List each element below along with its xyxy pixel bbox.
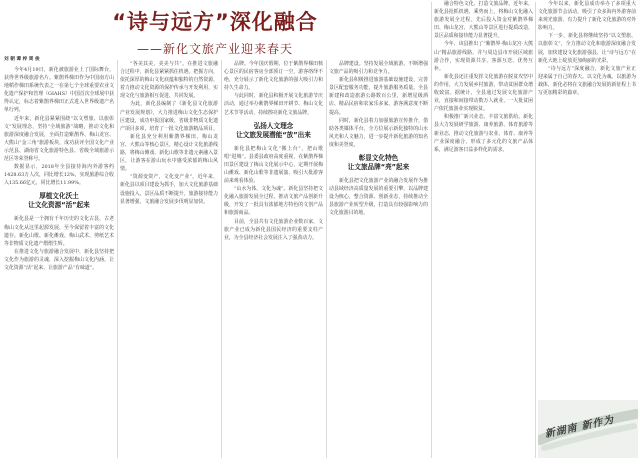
column-divider	[117, 60, 118, 458]
section-heading	[329, 154, 428, 172]
section-heading	[4, 192, 114, 210]
paragraph: 目前，全县共有文化旅游企业数百家，文旅产业已成为新化县国民经济的重要支柱产业，为全县经济社会发展注入了强劲动力。	[224, 218, 323, 241]
text-column-6	[538, 0, 636, 394]
subheadline: ——新化文旅产业迎来春天	[136, 42, 293, 56]
paragraph: “山水为体，文化为魂”。新化县坚持把文化融入旅游发展全过程，推动文旅产品创新升级，开发了一批具有浓郁地方特色的文创产品和旅游商品。	[224, 186, 323, 217]
logo-text: 新湖南 新作为	[544, 414, 616, 441]
section-heading-line: 彰显文化特色	[358, 154, 399, 163]
text-column-3	[224, 60, 323, 458]
paragraph: 下一步，新化县将继续坚持“以文塑旅、以旅彰文”，全力推动文化和旅游深度融合发展，加快建设文化旅游强县，让“诗与远方”在新化大地上绽放更加绚丽的光彩。	[538, 33, 636, 64]
paragraph: 今年，该县推出了“紫鹊界·梅山龙宫·大熊山”精品旅游线路，并与周边县市开展区域旅游合作，实现资源共享、客源互送、优势互补。	[434, 41, 533, 72]
headline-block	[92, 6, 338, 57]
column-divider	[221, 60, 222, 458]
paragraph: 新化县把文化旅游产业的融合发展作为推动县域经济高质量发展的重要引擎，以品牌建设为核心，整合资源、创新业态，持续推动全县旅游产业转型升级，打造具有较强影响力的文化旅游目的地。	[329, 178, 428, 217]
paragraph: 新化县还注重发挥文化旅游在脱贫攻坚中的作用，大力发展乡村旅游，带动贫困群众增收致富。据统计，全县通过发展文化旅游产业，直接和间接带动数万人就业，一大批贫困户依托旅游业实现脱贫。	[434, 73, 533, 113]
campaign-logo	[538, 400, 638, 458]
paragraph: 今年以来，新化县成功举办了多项重大文化旅游节会活动，吸引了众多海内外游客前来观光旅游，有力提升了新化文化旅游的对外影响力。	[538, 1, 636, 32]
paragraph: “各美其美，美美与共”。在推进文旅融合过程中，新化县紧紧抓住机遇，把握方向，依托深厚的梅山文化底蕴和独特的自然资源，着力推动文化资源的保护传承与开发利用，实现文化与旅游相互促进、共同发展。	[120, 61, 218, 100]
paragraph: 与此同时，新化县积极开展文化旅游节庆活动，通过举办紫鹊界梯田开耕节、梅山文化艺术节等活动，持续擦亮新化文旅品牌。	[224, 93, 323, 116]
paragraph: 融合特色文化，打造文旅品牌。近年来，新化县抢抓机遇，乘势而上，将梅山文化融入旅游发展全过程。先后投入资金对紫鹊界梯田、梅山龙宫、大熊山等景区进行提质改造，景区品质和接待能力显著提升。	[434, 1, 533, 40]
section-heading-line: 让文旅发展潜能“放”出来	[236, 130, 311, 139]
paragraph: 新化县积极推进旅游基础设施建设，完善景区配套服务功能，提升旅游服务质量。全县新建和改造旅游公路数百公里，新增星级酒店、精品民宿和农家乐多家，游客满意度不断提高。	[329, 77, 428, 116]
paragraph: 近年来，新化县紧紧围绕“以文塑旅、以旅彰文”发展理念，坚持“全域旅游”战略，推动文化和旅游深度融合发展，全面打造紫鹊界、梅山龙宫、大熊山“金三角”旅游板块，成功获评全国文化产业示范县、湖南省文化旅游特色县、省级全域旅游示范区等荣誉称号。	[4, 115, 114, 163]
column-divider	[326, 60, 327, 458]
byline: 刘 朝 谭 梓 周 俊	[4, 57, 40, 62]
paragraph: 新化县充分利用紫鹊界梯田、梅山龙宫、大熊山等核心景区，精心设计文化旅游线路，将梅山傩戏、新化山歌等非遗元素融入景区，让游客在游山玩水中感受浓郁的梅山风情。	[120, 133, 218, 173]
paragraph: 今年4月19日，新化被旅游业上了国际舞台，获得世界级旅游名片。紫鹊界梯田作为中国南方山地稻作梯田系统代表之一在第七个全球重要农业文化遗产保护和管理（GIAHS）中国首次全球展中获得认定，标志着紫鹊界梯田正式进入世界级遗产名单行列。	[4, 67, 114, 114]
text-column-4	[329, 60, 428, 458]
headline: “诗与远方”深化融合	[112, 10, 318, 34]
section-heading-line: 让文化资源“活”起来	[28, 201, 90, 210]
paragraph: 同时，新化县着力加强旅游宣传推介，借助各类媒体平台，全方位展示新化独特的山水风光和人文魅力，进一步提升新化旅游的知名度和美誉度。	[329, 117, 428, 148]
paragraph: 品牌建设。坚持发展全域旅游，不断增强文旅产品的吸引力和竞争力。	[329, 61, 428, 76]
paragraph: 品牌。今年国庆假期，位于紫鹊界梯田核心景区的民宿客房全部预订一空，游客络绎不绝，充分展示了新化文化旅游的强大吸引力和持久生命力。	[224, 61, 323, 92]
section-heading	[224, 122, 323, 140]
paragraph: 新化县是一个拥有千年历史的文化古县，古老梅山文化从这里起源发展，至今保留着丰富的文化遗存。新化山歌、新化傩戏、梅山武术、剪纸艺术等非物质文化遗产熠熠生辉。	[4, 216, 114, 247]
section-heading-line: 弘扬人文理念	[253, 121, 294, 130]
section-heading-line: 让文旅品牌“亮”起来	[347, 163, 410, 172]
text-column-1	[4, 66, 114, 458]
paragraph: 数据显示，2018年全县接待海内外游客约1428.63万人次，同比增长12%，实现旅游综合收入135.66亿元，同比增长11.99%。	[4, 164, 114, 187]
paragraph: 为此，新化县编制了《新化县文化旅游产业发展规划》，大力推进梅山文化生态保护区建设，成功申报国家级、省级非物质文化遗产项目多项，培育了一批文化旅游精品项目。	[120, 101, 218, 132]
section-heading-line: 厚植文化沃土	[39, 192, 79, 201]
column-divider	[431, 2, 432, 458]
text-column-2	[120, 60, 218, 458]
text-column-5	[434, 0, 533, 458]
paragraph: “诗与远方”深度融合，新化文旅产业正迎来属于自己的春天。以文化为魂、以旅游为载体，新化必将在文旅融合发展的新征程上书写更加精彩的篇章。	[538, 65, 636, 97]
paragraph: 新化县把梅山文化“搬上台”，把山歌唱“进城”。县委县政府高度重视，在紫鹊界梯田景区建设了梅山文化展示中心，定期开展梅山傩戏、新化山歌等非遗展演，吸引大批游客前来观看体验。	[224, 145, 323, 185]
paragraph: “资源变资产，文化变产业”。近年来，新化县以项目建设为抓手，加大文化旅游基础设施投入，景区品质不断提升，旅游接待能力显著增强，文旅融合发展步伐明显加快。	[120, 174, 218, 205]
paragraph: 在推进文化与旅游融合发展中，新化县坚持把文化作为旅游的灵魂，深入挖掘梅山文化内涵，让文化资源“活”起来，让旅游产品“有味道”。	[4, 248, 114, 271]
column-divider	[535, 2, 536, 458]
paragraph: 积极推广新兴业态，丰富文旅供给。新化县大力发展研学旅游、康养旅游、体育旅游等新业态，推动文化旅游与农业、体育、康养等产业深度融合，形成了多元化的文旅产品体系，满足游客日益多样化的需求。	[434, 114, 533, 153]
